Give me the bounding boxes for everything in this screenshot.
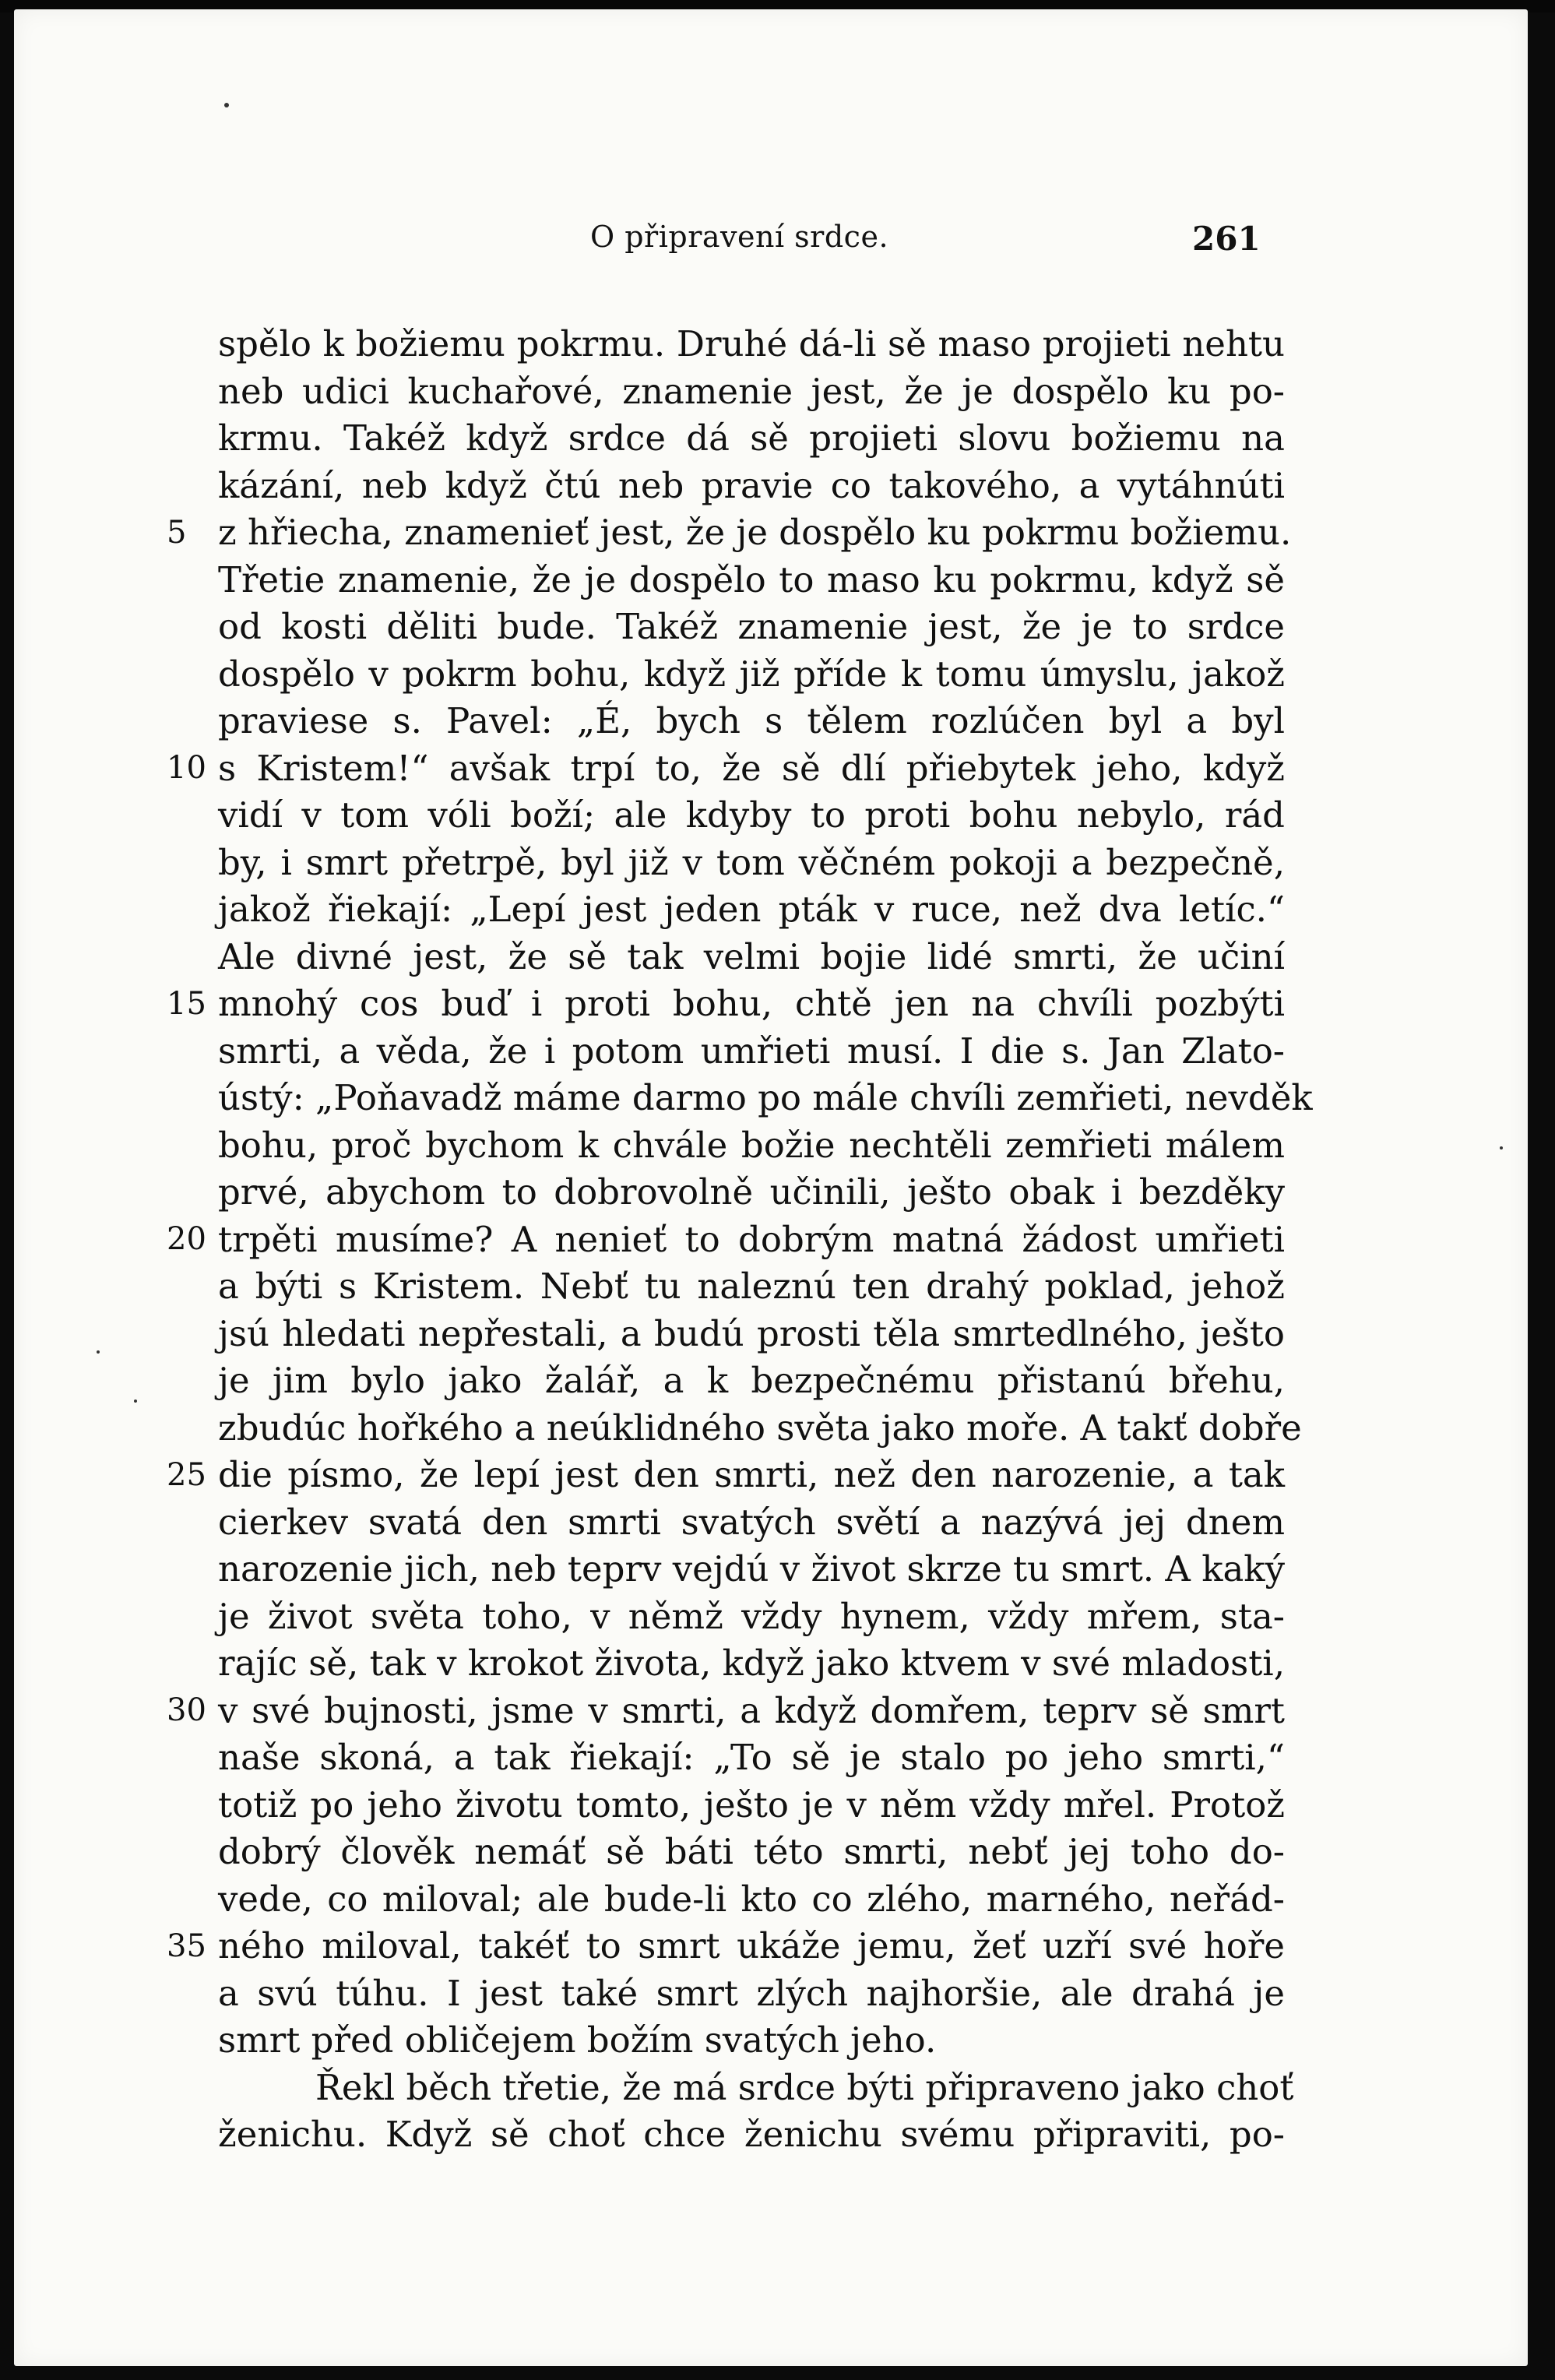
text-line: die písmo, že lepí jest den smrti, než den narozenie, a tak (218, 1454, 1285, 1495)
text-line: a býti s Kristem. Nebť tu naleznú ten drahý poklad, jehož (218, 1266, 1285, 1307)
ink-speck (1500, 1146, 1503, 1150)
line-number: 20 (167, 1221, 206, 1257)
text-line: jsú hledati nepřestali, a budú prosti těla smrtedlného, ješto (218, 1312, 1285, 1354)
text-line: od kosti děliti bude. Takéž znamenie jest, že je to srdce (218, 606, 1285, 647)
text-line: ústý: „Poňavadž máme darmo po mále chvíli zemřieti, nevděk (218, 1077, 1313, 1118)
text-line: bohu, proč bychom k chvále božie nechtěli zemřieti málem (218, 1124, 1285, 1166)
text-line: je jim bylo jako žalář, a k bezpečnému přistanú břehu, (218, 1360, 1285, 1401)
line-number: 5 (167, 515, 187, 551)
text-line: by, i smrt přetrpě, byl již v tom věčném pokoji a bezpečně, (218, 841, 1285, 883)
text-line: dospělo v pokrm bohu, když již příde k tomu úmyslu, jakož (218, 653, 1285, 695)
line-number: 35 (167, 1928, 206, 1964)
text-line: rajíc sě, tak v krokot života, když jako ktvem v své mladosti, (218, 1642, 1285, 1684)
text-line: totiž po jeho životu tomto, ješto je v něm vždy mřel. Protož (218, 1783, 1285, 1825)
text-line: zbudúc hořkého a neúklidného světa jako moře. A takť dobře (218, 1407, 1302, 1449)
text-line: cierkev svatá den smrti svatých světí a nazývá jej dnem (218, 1501, 1285, 1543)
text-line: Ale divné jest, že sě tak velmi bojie lidé smrti, že učiní (218, 935, 1285, 977)
line-number: 30 (167, 1692, 206, 1728)
text-line: Řekl běch třetie, že má srdce býti připraveno jako choť (315, 2066, 1294, 2108)
text-line: vidí v tom vóli boží; ale kdyby to proti bohu nebylo, rád (218, 794, 1285, 836)
text-line: ného miloval, takéť to smrt ukáže jemu, žeť uzří své hoře (218, 1925, 1285, 1966)
text-line: jakož řiekají: „Lepí jest jeden pták v ruce, než dva letíc.“ (218, 889, 1285, 930)
text-line: spělo k božiemu pokrmu. Druhé dá-li sě maso projieti nehtu (218, 323, 1285, 364)
line-number: 15 (167, 986, 206, 1022)
text-line: s Kristem!“ avšak trpí to, že sě dlí přiebytek jeho, když (218, 747, 1285, 789)
text-line: praviese s. Pavel: „É, bych s tělem rozlúčen byl a byl (218, 700, 1285, 741)
text-line: ženichu. Když sě choť chce ženichu svému připraviti, po- (218, 2114, 1285, 2155)
ink-speck (134, 1399, 137, 1403)
line-number: 25 (167, 1457, 206, 1493)
body-text (218, 321, 1313, 2159)
running-title: O připravení srdce. (590, 220, 889, 254)
page-number: 261 (1192, 220, 1261, 258)
text-line: neb udici kuchařové, znamenie jest, že je dospělo ku po- (218, 370, 1285, 412)
text-line: v své bujnosti, jsme v smrti, a když domřem, teprv sě smrt (218, 1689, 1285, 1731)
text-line: smrt před obličejem božím svatých jeho. (218, 2019, 937, 2061)
text-line: mnohý cos buď i proti bohu, chtě jen na chvíli pozbýti (218, 983, 1285, 1024)
text-line: prvé, abychom to dobrovolně učinili, ješto obak i bezděky (218, 1171, 1285, 1213)
page-inner (14, 9, 1528, 2366)
text-line: narozenie jich, neb teprv vejdú v život skrze tu smrt. A kaký (218, 1548, 1285, 1590)
text-line: krmu. Takéž když srdce dá sě projieti slovu božiemu na (218, 417, 1285, 459)
text-line: Třetie znamenie, že je dospělo to maso ku pokrmu, když sě (218, 558, 1285, 600)
ink-speck (97, 1350, 100, 1354)
text-line: trpěti musíme? A nenieť to dobrým matná žádost umřieti (218, 1218, 1285, 1260)
line-number: 10 (167, 750, 206, 786)
text-line: z hřiecha, znamenieť jest, že je dospělo ku pokrmu božiemu. (218, 512, 1292, 553)
text-line: dobrý člověk nemáť sě báti této smrti, nebť jej toho do- (218, 1831, 1285, 1872)
text-line: vede, co miloval; ale bude-li kto co zlého, marného, neřád- (218, 1878, 1285, 1920)
text-line: smrti, a věda, že i potom umřieti musí. I die s. Jan Zlato- (218, 1030, 1285, 1072)
text-line: je život světa toho, v němž vždy hynem, vždy mřem, sta- (218, 1595, 1285, 1637)
text-line: a svú túhu. I jest také smrt zlých najhoršie, ale drahá je (218, 1972, 1285, 2014)
ink-speck (224, 103, 229, 107)
book-page (14, 9, 1528, 2366)
text-line: naše skoná, a tak řiekají: „To sě je stalo po jeho smrti,“ (218, 1737, 1285, 1778)
text-line: kázání, neb když čtú neb pravie co takového, a vytáhnúti (218, 464, 1285, 506)
